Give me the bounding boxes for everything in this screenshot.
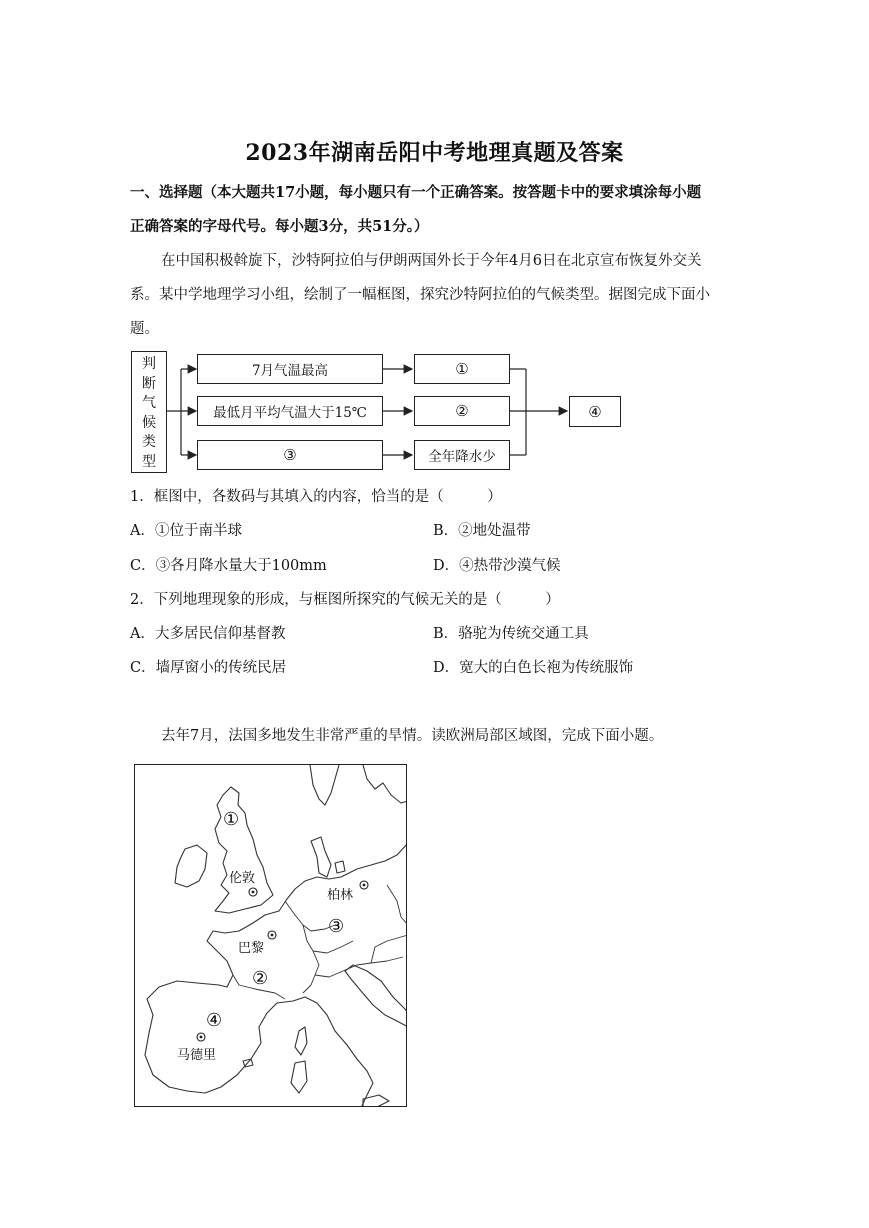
- europe-map-outlines: [135, 765, 407, 1107]
- flowchart-box-a: 7月气温最高: [197, 354, 383, 384]
- question-2-option-b: B．骆驼为传统交通工具: [433, 626, 589, 642]
- map-region-4: ④: [206, 1010, 223, 1031]
- intro-line2: 系。某中学地理学习小组，绘制了一幅框图，探究沙特阿拉伯的气候类型。据图完成下面小: [130, 287, 710, 303]
- question-2-option-d: D．宽大的白色长袍为传统服饰: [433, 660, 634, 676]
- map-label-london: 伦敦: [229, 871, 256, 886]
- question-1-option-d: D．④热带沙漠气候: [433, 558, 561, 574]
- map-region-3: ③: [328, 916, 345, 937]
- flowchart-left-label: 判 断 气 候 类 型: [131, 351, 167, 473]
- map-label-paris: 巴黎: [238, 941, 265, 956]
- question-2-stem: 2．下列地理现象的形成，与框图所探究的气候无关的是（ ）: [130, 592, 560, 608]
- map-region-1: ①: [223, 809, 240, 830]
- question-2-option-c: C．墙厚窗小的传统民居: [130, 660, 287, 676]
- section-heading-line1: 一、选择题（本大题共17小题，每小题只有一个正确答案。按答题卡中的要求填涂每小题: [130, 184, 702, 201]
- map-region-2: ②: [252, 968, 269, 989]
- section-heading-line2: 正确答案的字母代号。每小题3分，共51分。）: [130, 218, 429, 235]
- flowchart-box-1: ①: [414, 354, 510, 384]
- flowchart-box-b: 最低月平均气温大于15℃: [197, 396, 383, 426]
- map-intro: 去年7月，法国多地发生非常严重的旱情。读欧洲局部区域图，完成下面小题。: [161, 728, 664, 744]
- question-1-option-b: B．②地处温带: [433, 523, 531, 539]
- page-title: 2023年湖南岳阳中考地理真题及答案: [245, 140, 624, 166]
- intro-line3: 题。: [130, 321, 159, 337]
- flowchart-box-rain: 全年降水少: [414, 440, 510, 470]
- map-label-berlin: 柏林: [327, 888, 354, 903]
- great-britain-outline: [215, 787, 273, 913]
- flowchart-box-4: ④: [569, 396, 621, 427]
- ireland-outline: [175, 845, 207, 887]
- question-1-stem: 1．框图中，各数码与其填入的内容，恰当的是（ ）: [130, 489, 502, 505]
- question-1-option-c: C．③各月降水量大于100mm: [130, 558, 327, 574]
- question-1-option-a: A．①位于南半球: [130, 523, 242, 539]
- flowchart-box-2: ②: [414, 396, 510, 426]
- map-label-madrid: 马德里: [177, 1048, 217, 1063]
- flowchart-box-c: ③: [197, 440, 383, 470]
- question-2-option-a: A．大多居民信仰基督教: [130, 626, 286, 642]
- scandinavia-outline: [310, 765, 339, 805]
- intro-line1: 在中国积极斡旋下，沙特阿拉伯与伊朗两国外长于今年4月6日在北京宣布恢复外交关: [161, 253, 702, 269]
- europe-map: [134, 764, 407, 1107]
- denmark-outline: [311, 837, 331, 877]
